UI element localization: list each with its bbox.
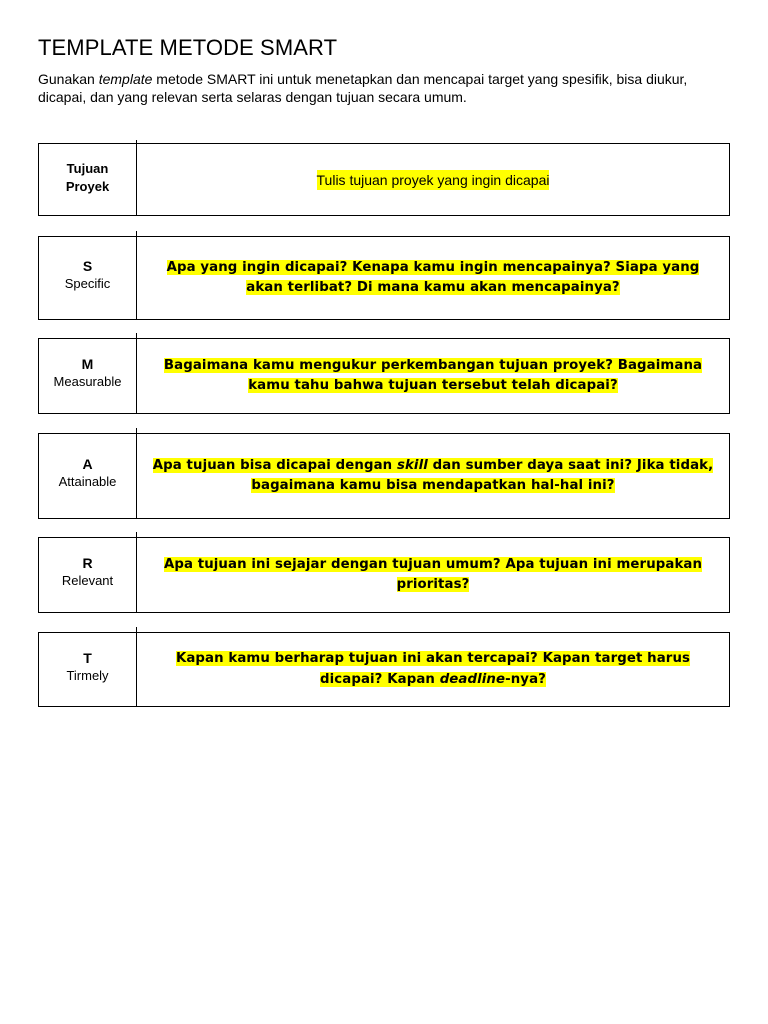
specific-label-cell — [39, 231, 137, 319]
goal-label-cell — [39, 140, 137, 215]
intro-text-start: Gunakan — [38, 71, 99, 87]
smart-row-relevant — [38, 537, 730, 613]
attainable-question-line1 — [153, 458, 714, 473]
timely-question-cell[interactable] — [137, 633, 729, 706]
timely-letter: T — [83, 649, 92, 666]
measurable-question — [164, 356, 702, 397]
intro-emphasis: template — [98, 71, 153, 87]
page-title: TEMPLATE METODE SMART — [38, 35, 338, 60]
measurable-question-line1: Bagaimana kamu mengukur perkembangan tujuan proyek? Bagaimana — [163, 357, 703, 373]
intro-text-end: metode SMART ini untuk menetapkan dan mencapai target yang spesifik, bisa diukur, dicapai, dan yang relevan serta selaras dengan tujuan secara umum. — [38, 71, 688, 105]
attainable-question — [153, 456, 714, 497]
attainable-line1-end: dan sumber daya saat ini? Jika tidak, — [427, 457, 714, 473]
timely-label-cell — [39, 627, 137, 706]
measurable-name: Measurable — [53, 374, 122, 389]
timely-name: Tirmely — [66, 667, 109, 683]
relevant-question — [164, 555, 702, 596]
attainable-line1-emphasis: skill — [396, 457, 428, 473]
relevant-name: Relevant — [61, 573, 114, 588]
relevant-question-line2: prioritas? — [396, 577, 470, 592]
attainable-label-cell — [39, 428, 137, 518]
goal-row — [38, 143, 730, 216]
relevant-question-cell[interactable] — [137, 538, 729, 612]
goal-input-cell[interactable] — [137, 144, 729, 215]
intro-paragraph — [38, 70, 718, 106]
specific-question — [167, 258, 700, 299]
measurable-letter: M — [81, 356, 94, 372]
timely-question-line2 — [320, 672, 546, 687]
goal-placeholder-text: Tulis tujuan proyek yang ingin dicapai — [316, 171, 550, 188]
relevant-letter: R — [82, 555, 93, 571]
timely-line2-end: -nya? — [505, 671, 546, 687]
smart-row-timely — [38, 632, 730, 707]
specific-name: Specific — [64, 276, 111, 291]
measurable-label-cell — [39, 333, 137, 413]
timely-question-line1: Kapan kamu berharap tujuan ini akan tercapai? Kapan target harus — [175, 651, 691, 666]
attainable-line1-start: Apa tujuan bisa dicapai dengan — [152, 457, 397, 473]
specific-letter: S — [82, 258, 93, 274]
specific-question-line1: Apa yang ingin dicapai? Kenapa kamu ingin mencapainya? Siapa yang — [166, 259, 700, 275]
measurable-question-line2: kamu tahu bahwa tujuan tersebut telah dicapai? — [248, 378, 618, 393]
goal-label-line2: Proyek — [65, 178, 110, 194]
specific-question-cell[interactable] — [137, 237, 729, 319]
timely-line2-emphasis: deadline — [439, 671, 506, 687]
goal-label-line1: Tujuan — [66, 160, 109, 176]
timely-line2-start: dicapai? Kapan — [320, 671, 440, 687]
attainable-question-line2: bagaimana kamu bisa mendapatkan hal-hal ini? — [251, 478, 615, 493]
relevant-label-cell — [39, 532, 137, 612]
timely-question — [176, 649, 690, 690]
smart-row-measurable — [38, 338, 730, 414]
smart-row-specific — [38, 236, 730, 320]
attainable-name: Attainable — [58, 474, 117, 489]
measurable-question-cell[interactable] — [137, 339, 729, 413]
attainable-letter: A — [82, 456, 93, 472]
relevant-question-line1: Apa tujuan ini sejajar dengan tujuan umum? Apa tujuan ini merupakan — [163, 556, 703, 572]
attainable-question-cell[interactable] — [137, 434, 729, 518]
smart-row-attainable — [38, 433, 730, 519]
specific-question-line2: akan terlibat? Di mana kamu akan mencapainya? — [246, 280, 620, 295]
